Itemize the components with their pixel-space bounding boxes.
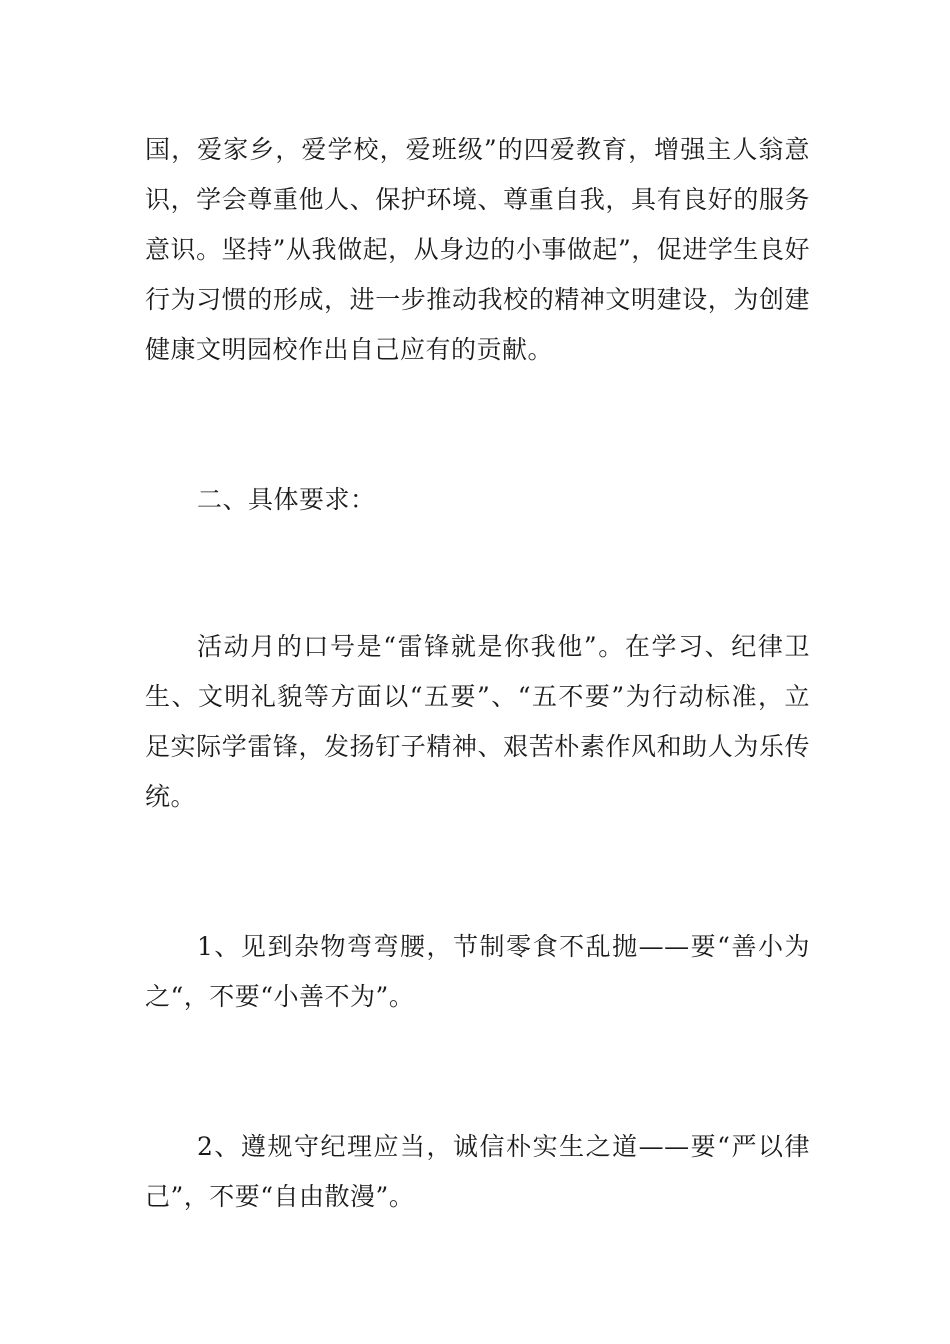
section-heading-specific-requirements: 二、具体要求： — [197, 485, 376, 514]
list-item-2: 2、遵规守纪理应当，诚信朴实生之道——要“严以律己”，不要“自由散漫”。 — [145, 1132, 810, 1211]
list-item-1: 1、见到杂物弯弯腰，节制零食不乱抛——要“善小为之“，不要“小善不为”。 — [145, 932, 810, 1011]
paragraph-activity-slogan: 活动月的口号是“雷锋就是你我他”。在学习、纪律卫生、文明礼貌等方面以“五要”、“五不要”为行动标准，立足实际学雷锋，发扬钉子精神、艰苦朴素作风和助人为乐传统。 — [145, 632, 810, 811]
paragraph-four-loves-education: 国，爱家乡，爱学校，爱班级”的四爱教育，增强主人翁意识，学会尊重他人、保护环境、尊重自我，具有良好的服务意识。坚持”从我做起，从身边的小事做起”，促进学生良好行为习惯的形成，进一步推动我校的精神文明建设，为创建健康文明园校作出自己应有的贡献。 — [145, 135, 810, 364]
